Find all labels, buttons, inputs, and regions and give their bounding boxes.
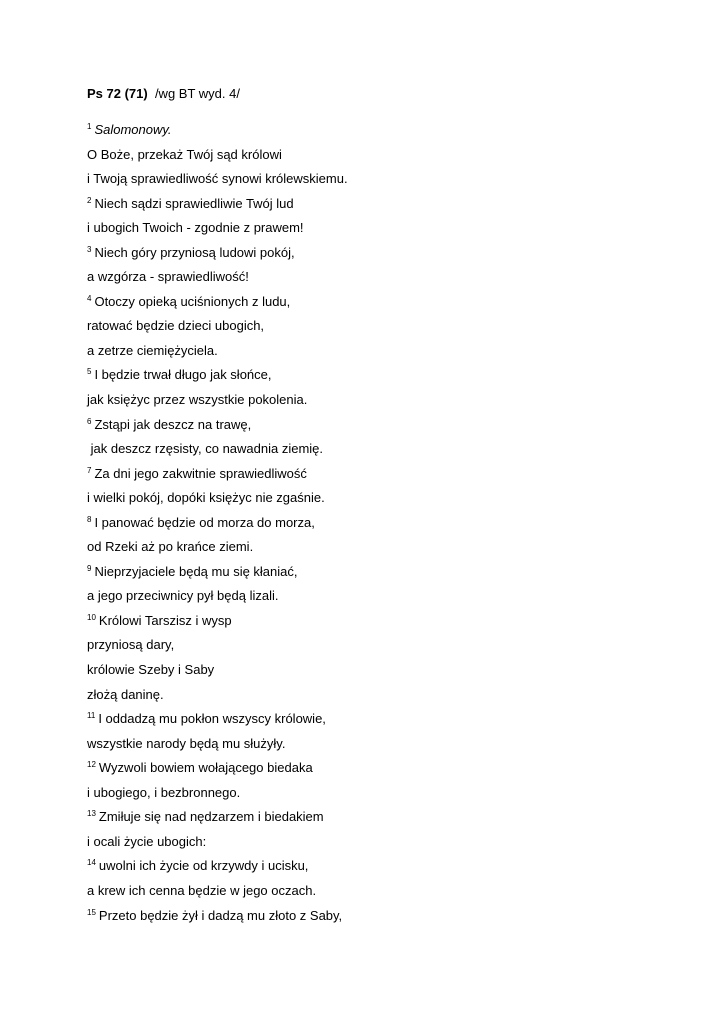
line-text: Zmiłuje się nad nędzarzem i biedakiem: [98, 809, 324, 825]
verse-number: 14: [87, 858, 96, 868]
psalm-line: [87, 241, 348, 266]
line-text: i ubogiego, i bezbronnego.: [87, 784, 241, 800]
psalm-line: [87, 658, 348, 683]
psalm-text: [87, 118, 348, 928]
line-text: a krew ich cenna będzie w jego oczach.: [87, 882, 317, 898]
psalm-line: [87, 314, 348, 339]
translation-source: /wg BT wyd. 4/: [154, 86, 240, 101]
line-text: złożą daninę.: [87, 686, 164, 702]
psalm-line: [87, 683, 348, 708]
line-text: a zetrze ciemiężyciela.: [87, 342, 218, 358]
psalm-line: [87, 339, 348, 364]
verse-number: 15: [87, 907, 96, 917]
line-text: jak księżyc przez wszystkie pokolenia.: [87, 392, 308, 408]
line-text: Zstąpi jak deszcz na trawę,: [94, 416, 252, 432]
psalm-line: [87, 707, 348, 732]
line-text: i Twoją sprawiedliwość synowi królewskiemu.: [87, 171, 348, 187]
line-text: Królowi Tarszisz i wysp: [98, 612, 232, 628]
line-text: wszystkie narody będą mu służyły.: [87, 735, 286, 751]
psalm-line: [87, 560, 348, 585]
psalm-line: [87, 462, 348, 487]
line-text: I będzie trwał długo jak słońce,: [94, 367, 272, 383]
verse-number: 4: [87, 293, 92, 303]
line-text: Otoczy opieką uciśnionych z ludu,: [94, 293, 291, 309]
line-text: I oddadzą mu pokłon wszyscy królowie,: [98, 711, 326, 727]
line-text: ratować będzie dzieci ubogich,: [87, 318, 265, 334]
line-text: a jego przeciwnicy pył będą lizali.: [87, 588, 279, 604]
psalm-heading: [87, 86, 240, 101]
psalm-line: [87, 830, 348, 855]
line-text: i ocali życie ubogich:: [87, 833, 207, 849]
verse-number: 8: [87, 514, 92, 524]
line-text: Za dni jego zakwitnie sprawiedliwość: [94, 465, 307, 481]
line-text: a wzgórza - sprawiedliwość!: [87, 269, 249, 285]
psalm-line: [87, 118, 348, 143]
psalm-line: [87, 363, 348, 388]
psalm-line: [87, 904, 348, 929]
line-text: Niech góry przyniosą ludowi pokój,: [94, 244, 295, 260]
line-text: i ubogich Twoich - zgodnie z prawem!: [87, 220, 304, 236]
verse-number: 12: [87, 760, 96, 770]
line-text: Niech sądzi sprawiedliwie Twój lud: [94, 195, 294, 211]
line-text: Wyzwoli bowiem wołającego biedaka: [98, 760, 313, 776]
psalm-reference: Ps 72 (71): [87, 86, 148, 101]
verse-number: 1: [87, 122, 92, 131]
psalm-line: [87, 805, 348, 830]
verse-number: 11: [87, 711, 96, 721]
line-text: królowie Szeby i Saby: [87, 662, 215, 678]
line-text: Nieprzyjaciele będą mu się kłaniać,: [94, 563, 298, 579]
verse-number: 6: [87, 416, 92, 426]
psalm-line: [87, 732, 348, 757]
psalm-line: [87, 437, 348, 462]
psalm-line: [87, 143, 348, 168]
line-text: i wielki pokój, dopóki księżyc nie zgaśnie.: [87, 490, 325, 506]
psalm-line: [87, 511, 348, 536]
psalm-line: [87, 535, 348, 560]
verse-number: 9: [87, 563, 92, 573]
verse-number: 7: [87, 465, 92, 475]
verse-number: 5: [87, 367, 92, 377]
psalm-line: [87, 265, 348, 290]
psalm-line: [87, 584, 348, 609]
psalm-line: [87, 854, 348, 879]
psalm-line: [87, 756, 348, 781]
verse-number: 13: [87, 809, 96, 819]
line-text: jak deszcz rzęsisty, co nawadnia ziemię.: [87, 441, 324, 457]
psalm-line: [87, 290, 348, 315]
psalm-line: [87, 388, 348, 413]
psalm-line: [87, 167, 348, 192]
psalm-line: [87, 609, 348, 634]
psalm-line: [87, 413, 348, 438]
line-text: przyniosą dary,: [87, 637, 175, 653]
psalm-line: [87, 486, 348, 511]
verse-number: 3: [87, 244, 92, 254]
psalm-line: [87, 633, 348, 658]
line-text: uwolni ich życie od krzywdy i ucisku,: [98, 858, 309, 874]
psalm-line: [87, 216, 348, 241]
psalm-line: [87, 879, 348, 904]
psalm-line: [87, 192, 348, 217]
psalm-line: [87, 781, 348, 806]
line-text: od Rzeki aż po krańce ziemi.: [87, 539, 254, 555]
line-text: Salomonowy.: [94, 122, 172, 137]
line-text: I panować będzie od morza do morza,: [94, 514, 315, 530]
verse-number: 2: [87, 195, 92, 205]
line-text: O Boże, przekaż Twój sąd królowi: [87, 146, 282, 162]
line-text: Przeto będzie żył i dadzą mu złoto z Saby,: [98, 907, 343, 923]
verse-number: 10: [87, 612, 96, 622]
